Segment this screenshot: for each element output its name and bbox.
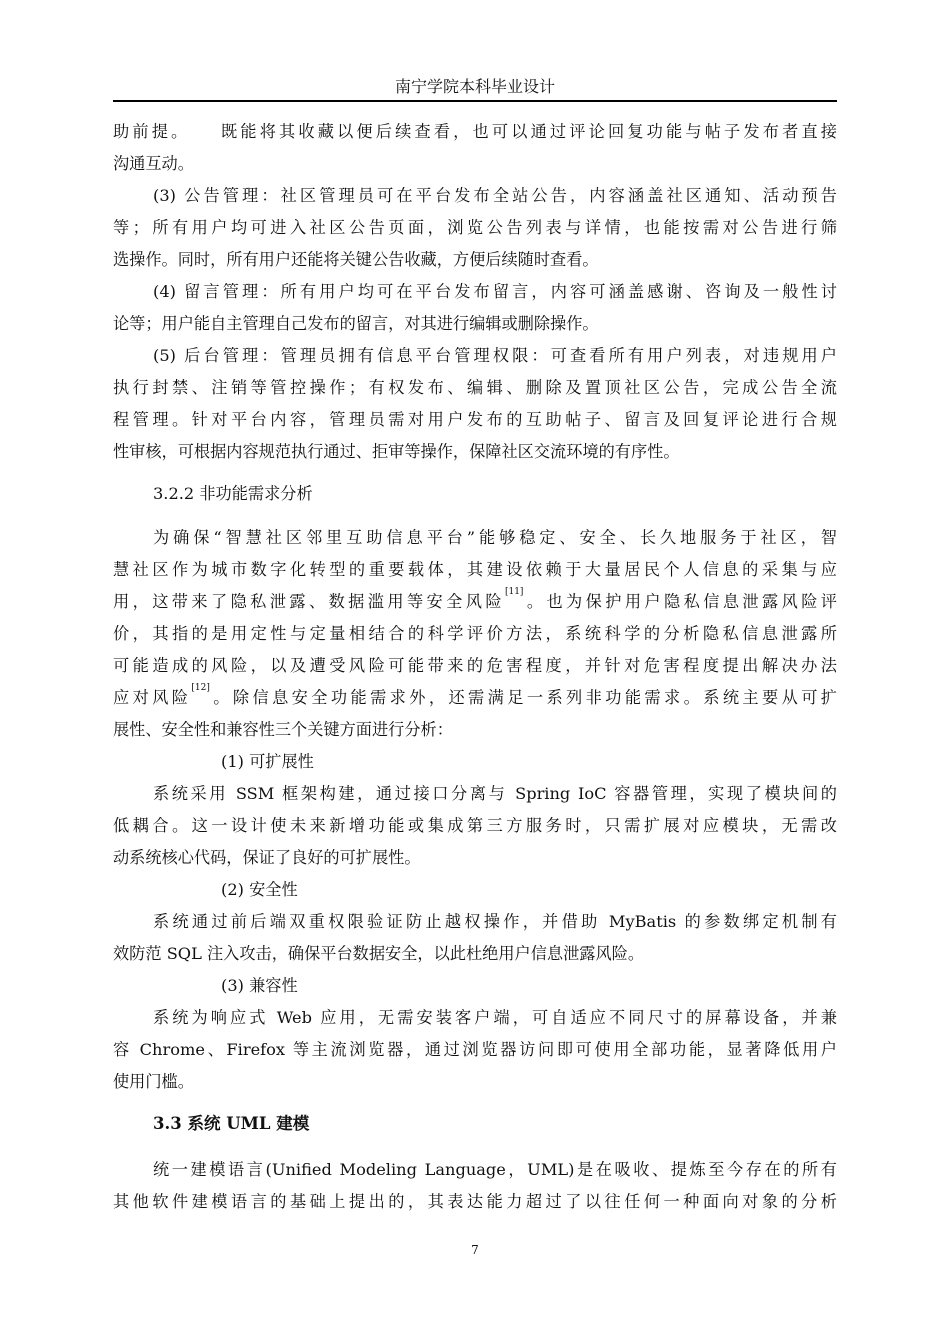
paragraph-line: 效防范 SQL 注入攻击，确保平台数据安全，以此杜绝用户信息泄露风险。 bbox=[113, 944, 645, 963]
paragraph-line: 动系统核心代码，保证了良好的可扩展性。 bbox=[113, 848, 421, 867]
paragraph-line: 展性、安全性和兼容性三个关键方面进行分析： bbox=[113, 720, 453, 739]
paragraph-line: 用，这带来了隐私泄露、数据滥用等安全风险[11]。也为保护用户隐私信息泄露风险评 bbox=[113, 587, 837, 611]
header-divider bbox=[113, 100, 837, 102]
paragraph-line: 等；所有用户均可进入社区公告页面，浏览公告列表与详情，也能按需对公告进行筛 bbox=[113, 218, 837, 237]
paragraph-line: 助前提。 既能将其收藏以便后续查看，也可以通过评论回复功能与帖子发布者直接 bbox=[113, 122, 837, 141]
paragraph-line: 系统为响应式 Web 应用，无需安装客户端，可自适应不同尺寸的屏幕设备，并兼 bbox=[153, 1008, 837, 1027]
paragraph-line: 系统通过前后端双重权限验证防止越权操作，并借助 MyBatis 的参数绑定机制有 bbox=[153, 912, 837, 931]
subheading-security: (2) 安全性 bbox=[221, 880, 298, 899]
paragraph-line: 价，其指的是用定性与定量相结合的科学评价方法，系统科学的分析隐私信息泄露所 bbox=[113, 624, 837, 643]
section-heading-3-3: 3.3 系统 UML 建模 bbox=[153, 1114, 310, 1133]
paragraph-line: 慧社区作为城市数字化转型的重要载体，其建设依赖于大量居民个人信息的采集与应 bbox=[113, 560, 837, 579]
paragraph-line: 程管理。针对平台内容，管理员需对用户发布的互助帖子、留言及回复评论进行合规 bbox=[113, 410, 837, 429]
paragraph-line: 统一建模语言(Unified Modeling Language，UML)是在吸收、提炼至今存在的所有 bbox=[153, 1160, 837, 1179]
paragraph-line: (4) 留言管理：所有用户均可在平台发布留言，内容可涵盖感谢、咨询及一般性讨 bbox=[153, 282, 837, 301]
citation-ref-12: [12] bbox=[191, 683, 210, 693]
paragraph-line: (3) 公告管理：社区管理员可在平台发布全站公告，内容涵盖社区通知、活动预告 bbox=[153, 186, 837, 205]
paragraph-line: 使用门槛。 bbox=[113, 1072, 194, 1091]
paragraph-line: 系统采用 SSM 框架构建，通过接口分离与 Spring IoC 容器管理，实现了模块间的 bbox=[153, 784, 837, 803]
page-number: 7 bbox=[471, 1243, 479, 1257]
subheading-compatibility: (3) 兼容性 bbox=[221, 976, 298, 995]
paragraph-line: 性审核，可根据内容规范执行通过、拒审等操作，保障社区交流环境的有序性。 bbox=[113, 442, 680, 461]
paragraph-line: 应对风险[12]。除信息安全功能需求外，还需满足一系列非功能需求。系统主要从可扩 bbox=[113, 683, 837, 707]
paragraph-line: 其他软件建模语言的基础上提出的，其表达能力超过了以往任何一种面向对象的分析 bbox=[113, 1192, 837, 1211]
page-header-title: 南宁学院本科毕业设计 bbox=[394, 77, 555, 96]
paragraph-line: (5) 后台管理：管理员拥有信息平台管理权限：可查看所有用户列表，对违规用户 bbox=[153, 346, 837, 365]
paragraph-line: 沟通互动。 bbox=[113, 154, 194, 173]
paragraph-line: 低耦合。这一设计使未来新增功能或集成第三方服务时，只需扩展对应模块，无需改 bbox=[113, 816, 837, 835]
paragraph-line: 容 Chrome、Firefox 等主流浏览器，通过浏览器访问即可使用全部功能，显著降低用户 bbox=[113, 1040, 837, 1059]
section-heading-3-2-2: 3.2.2 非功能需求分析 bbox=[153, 484, 313, 503]
citation-ref-11: [11] bbox=[504, 587, 524, 597]
paragraph-line: 论等；用户能自主管理自己发布的留言，对其进行编辑或删除操作。 bbox=[113, 314, 599, 333]
paragraph-line: 选操作。同时，所有用户还能将关键公告收藏，方便后续随时查看。 bbox=[113, 250, 599, 269]
subheading-scalability: (1) 可扩展性 bbox=[221, 752, 314, 771]
paragraph-line: 为确保“智慧社区邻里互助信息平台”能够稳定、安全、长久地服务于社区，智 bbox=[153, 528, 837, 547]
paragraph-line: 可能造成的风险，以及遭受风险可能带来的危害程度，并针对危害程度提出解决办法 bbox=[113, 656, 837, 675]
paragraph-line: 执行封禁、注销等管控操作；有权发布、编辑、删除及置顶社区公告，完成公告全流 bbox=[113, 378, 837, 397]
